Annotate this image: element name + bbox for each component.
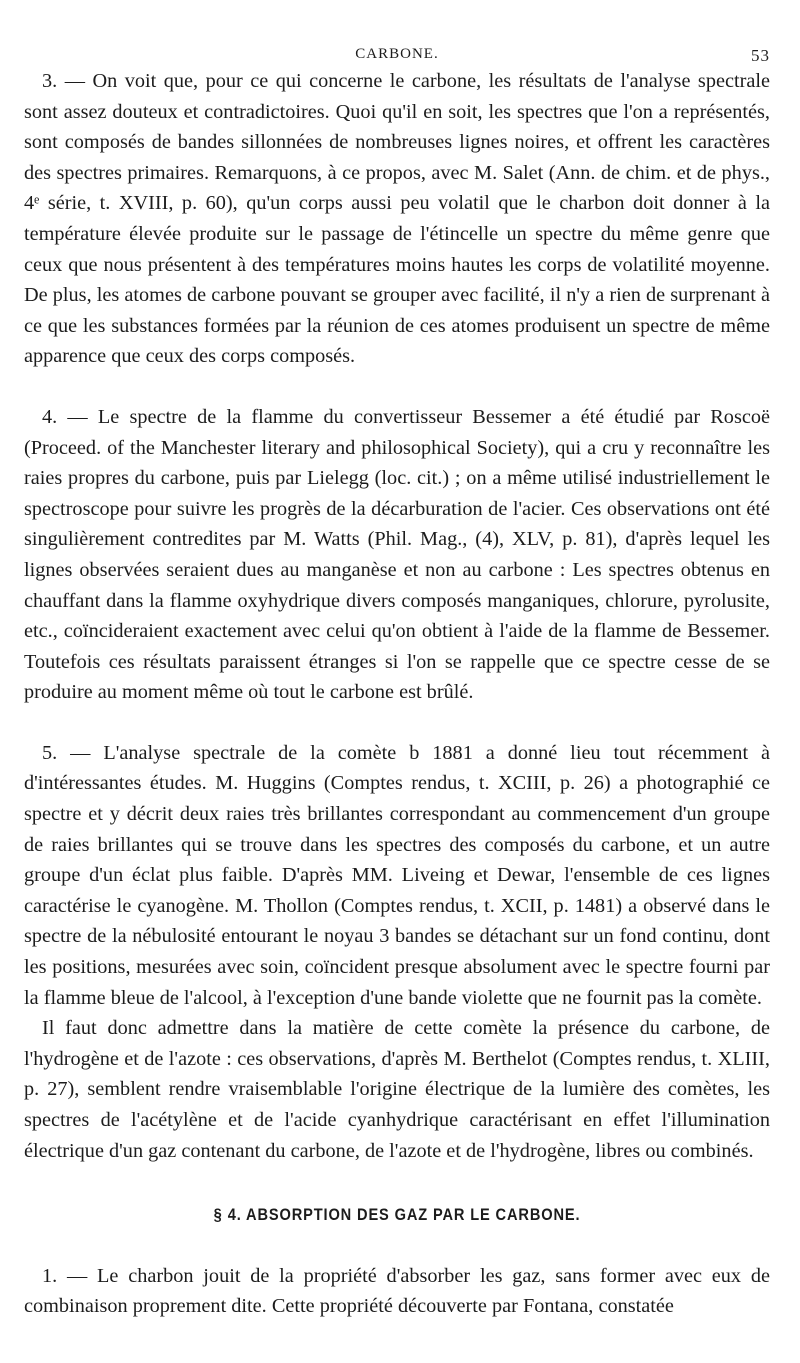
paragraph-3 [24, 66, 770, 372]
paragraph-number: 1. [42, 1264, 58, 1287]
paragraph-1 [24, 1261, 770, 1322]
paragraph-text: — Le charbon jouit de la propriété d'absorber les gaz, sans former avec eux de combinaison proprement dite. Cette propriété découverte par Fontana, constatée [24, 1264, 770, 1318]
paragraph-gap [24, 372, 770, 402]
paragraph-number: 3. [42, 70, 58, 92]
paragraph-conclusion [24, 1013, 770, 1166]
paragraph-text: — On voit que, pour ce qui concerne le carbone, les résultats de l'analyse spectrale sont assez douteux et contradictoires. Quoi qu'il en soit, les spectres que l'on a représentés, sont composés de bandes sillonnées de nombreuses lignes noires, et offrent les caractères des spectres primaires. Remarquons, à ce propos, avec M. Salet (Ann. de chim. et de phys., 4ᵉ série, t. XVIII, p. 60), qu'un corps aussi peu volatil que le charbon doit donner à la température élevée produite sur le passage de l'étincelle un spectre du même genre que ceux que nous présentent à des températures moins hautes les corps de volatilité moyenne. De plus, les atomes de carbone pouvant se grouper avec facilité, il n'y a rien de surprenant à ce que les substances formées par la réunion de ces atomes produisent un spectre de même apparence que ceux des corps composés. [24, 70, 770, 368]
paragraph-text: — L'analyse spectrale de la comète b 1881 a donné lieu tout récemment à d'intéressantes études. M. Huggins (Comptes rendus, t. XCIII, p. 26) a photographié ce spectre et y décrit deux raies très brillantes correspondant au commencement d'un groupe de raies brillantes qui se trouve dans les spectres des composés du carbone, et un autre groupe d'un éclat plus faible. D'après MM. Liveing et Dewar, l'ensemble de ces lignes caractérise le cyanogène. M. Thollon (Comptes rendus, t. XCII, p. 1481) a observé dans le spectre de la nébulosité entourant le noyau 3 bandes se détachant sur un fond continu, dont les positions, mesurées avec soin, coïncident presque absolument avec le spectre fourni par la flamme bleue de l'alcool, à l'exception d'une bande violette que ne fournit pas la comète. [24, 741, 770, 1009]
paragraph-number: 5. [42, 741, 58, 764]
running-title: CARBONE. [355, 46, 439, 62]
section-heading [76, 1200, 718, 1231]
section-title: 4. ABSORPTION DES GAZ PAR LE CARBONE. [227, 1205, 581, 1225]
paragraph-5 [24, 738, 770, 1013]
paragraph-text: — Le spectre de la flamme du convertisseur Bessemer a été étudié par Roscoë (Proceed. of the Manchester literary and philosophical Society), qui a cru y reconnaître les raies propres du carbone, puis par Lielegg (loc. cit.) ; on a même utilisé industriellement le spectroscope pour suivre les progrès de la décarburation de l'acier. Ces observations ont été singulièrement contredites par M. Watts (Phil. Mag., (4), XLV, p. 81), d'après lequel les lignes observées seraient dues au manganèse et non au carbone : Les spectres obtenus en chauffant dans la flamme oxyhydrique divers composés manganiques, chlorure, pyrolusite, etc., coïncideraient exactement avec celui qu'on obtient à l'aide de la flamme de Bessemer. Toutefois ces résultats paraissent étranges si l'on se rappelle que ce spectre cesse de se produire au moment même où tout le carbone est brûlé. [24, 405, 770, 704]
paragraph-gap [24, 708, 770, 738]
paragraph-number: 4. [42, 405, 58, 428]
section-mark: § [213, 1205, 223, 1225]
paragraph-text: Il faut donc admettre dans la matière de cette comète la présence du carbone, de l'hydrogène et de l'azote : ces observations, d'après M. Berthelot (Comptes rendus, t. XLIII, p. 27), semblent rendre vraisemblable l'origine électrique de la lumière des comètes, les spectres de l'acétylène et de l'acide cyanhydrique caractérisant en effet l'illumination électrique d'un gaz contenant du carbone, de l'azote et de l'hydrogène, libres ou combinés. [24, 1017, 770, 1162]
page-number: 53 [751, 46, 770, 65]
running-head [24, 42, 770, 66]
paragraph-4 [24, 402, 770, 708]
body-text [24, 66, 770, 1322]
